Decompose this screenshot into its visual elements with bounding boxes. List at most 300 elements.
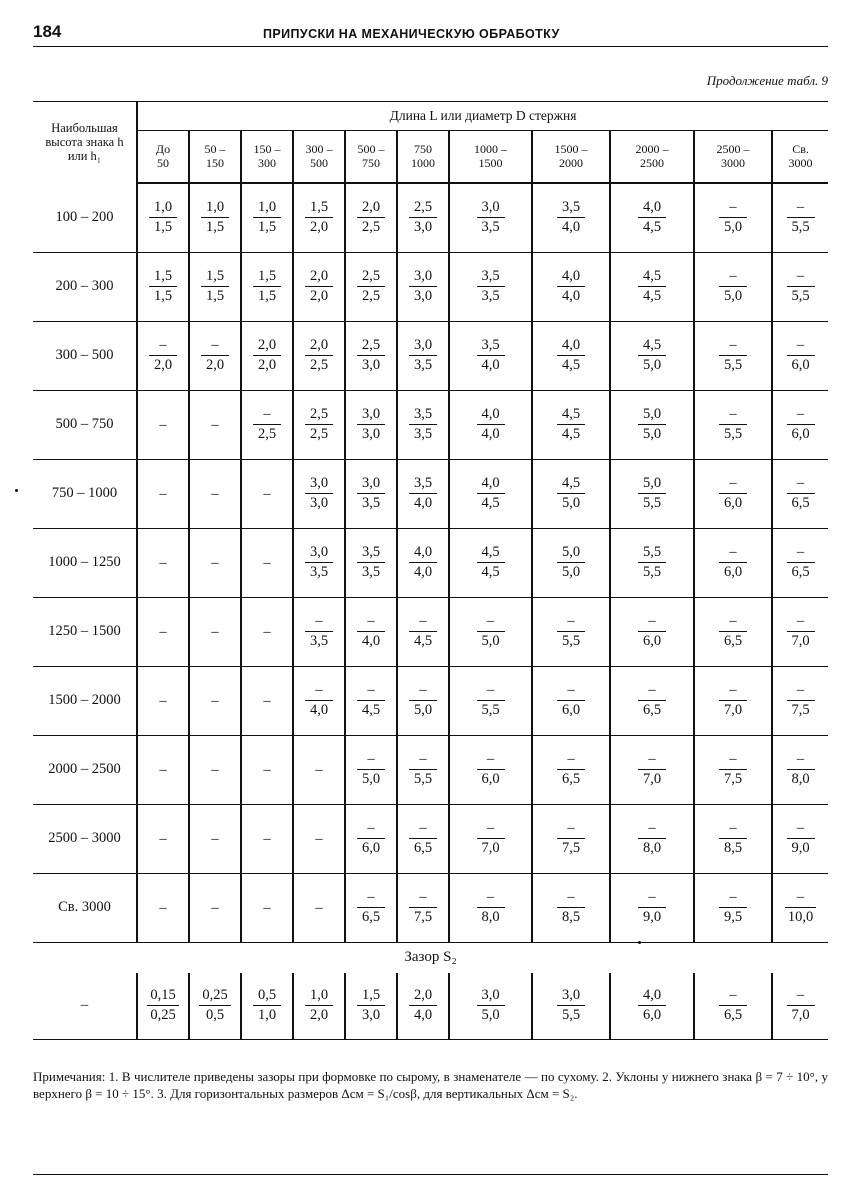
header-rule bbox=[33, 46, 828, 47]
denominator: 1,5 bbox=[257, 219, 277, 235]
table-cell bbox=[137, 735, 189, 804]
fraction bbox=[638, 889, 666, 926]
table-cell bbox=[694, 390, 772, 459]
table-cell bbox=[345, 390, 397, 459]
denominator: 5,0 bbox=[413, 702, 433, 718]
denominator: 6,5 bbox=[791, 564, 810, 580]
numerator: – bbox=[719, 820, 747, 839]
column-header: 1000 – 1500 bbox=[449, 131, 532, 183]
denominator: 7,5 bbox=[413, 909, 433, 925]
row-label: 200 – 300 bbox=[55, 278, 114, 294]
table-cell bbox=[189, 804, 241, 873]
fraction bbox=[557, 987, 585, 1024]
numerator: 3,5 bbox=[409, 475, 437, 494]
table-cell bbox=[137, 528, 189, 597]
stray-mark bbox=[15, 489, 18, 492]
fraction bbox=[477, 987, 505, 1024]
empty-value: – bbox=[211, 692, 219, 709]
table-cell bbox=[189, 183, 241, 253]
table-cell bbox=[293, 666, 345, 735]
denominator: 6,0 bbox=[791, 357, 810, 373]
numerator: 1,0 bbox=[253, 199, 281, 218]
fraction bbox=[253, 268, 281, 305]
numerator: 3,5 bbox=[557, 199, 585, 218]
table-cell bbox=[397, 735, 449, 804]
table-row bbox=[33, 666, 828, 735]
empty-value: – bbox=[159, 554, 167, 571]
running-title: ПРИПУСКИ НА МЕХАНИЧЕСКУЮ ОБРАБОТКУ bbox=[263, 27, 560, 41]
table-cell bbox=[772, 873, 828, 942]
numerator: 3,0 bbox=[557, 987, 585, 1006]
fraction bbox=[409, 199, 437, 236]
fraction bbox=[638, 475, 666, 512]
page-header bbox=[33, 22, 828, 48]
fraction bbox=[719, 199, 747, 236]
fraction bbox=[557, 268, 585, 305]
numerator: – bbox=[477, 751, 505, 770]
numerator: – bbox=[638, 751, 666, 770]
fraction bbox=[357, 544, 385, 581]
empty-value: – bbox=[159, 623, 167, 640]
denominator: 4,5 bbox=[361, 702, 381, 718]
table-cell bbox=[772, 321, 828, 390]
numerator: – bbox=[409, 613, 437, 632]
table-cell bbox=[397, 666, 449, 735]
denominator: 6,5 bbox=[413, 840, 433, 856]
table-cell bbox=[345, 873, 397, 942]
denominator: 6,5 bbox=[361, 909, 381, 925]
table-cell bbox=[241, 459, 293, 528]
row-label: 750 – 1000 bbox=[51, 485, 118, 501]
gap-cell bbox=[449, 973, 532, 1040]
table-cell bbox=[189, 666, 241, 735]
table-cell bbox=[694, 252, 772, 321]
numerator: – bbox=[785, 889, 816, 908]
denominator: 5,5 bbox=[791, 219, 810, 235]
numerator: – bbox=[719, 337, 747, 356]
fraction bbox=[409, 820, 437, 857]
numerator: – bbox=[477, 889, 505, 908]
table-cell bbox=[449, 735, 532, 804]
fraction bbox=[201, 337, 229, 374]
denominator: 6,0 bbox=[481, 771, 500, 787]
numerator: – bbox=[638, 682, 666, 701]
fraction bbox=[149, 199, 177, 236]
fraction bbox=[787, 987, 815, 1024]
fraction bbox=[305, 199, 333, 236]
empty-value: – bbox=[159, 416, 167, 433]
numerator: – bbox=[787, 987, 815, 1006]
denominator: 5,5 bbox=[561, 633, 581, 649]
table-cell bbox=[293, 873, 345, 942]
fraction bbox=[719, 544, 747, 581]
table-cell bbox=[772, 597, 828, 666]
denominator: 6,5 bbox=[791, 495, 810, 511]
table-cell bbox=[137, 459, 189, 528]
fraction bbox=[787, 337, 815, 374]
fraction bbox=[638, 544, 666, 581]
denominator: 5,0 bbox=[481, 633, 500, 649]
table-row bbox=[33, 735, 828, 804]
gap-cell bbox=[610, 973, 694, 1040]
table-row bbox=[33, 528, 828, 597]
denominator: 2,5 bbox=[309, 426, 329, 442]
denominator: 3,5 bbox=[481, 219, 500, 235]
numerator: 4,0 bbox=[557, 337, 585, 356]
fraction bbox=[357, 337, 385, 374]
fraction bbox=[357, 987, 385, 1024]
table-cell bbox=[772, 735, 828, 804]
denominator: 0,5 bbox=[205, 1007, 225, 1023]
denominator: 2,5 bbox=[309, 357, 329, 373]
column-header: 50 – 150 bbox=[189, 131, 241, 183]
table-cell bbox=[293, 321, 345, 390]
table-cell bbox=[137, 873, 189, 942]
denominator: 1,5 bbox=[153, 288, 173, 304]
table-cell bbox=[241, 873, 293, 942]
table-cell bbox=[189, 597, 241, 666]
denominator: 1,5 bbox=[205, 288, 225, 304]
fraction bbox=[787, 475, 815, 512]
denominator: 4,0 bbox=[561, 219, 581, 235]
empty-value: – bbox=[159, 761, 167, 778]
table-cell bbox=[345, 321, 397, 390]
numerator: – bbox=[557, 682, 585, 701]
table-cell bbox=[241, 804, 293, 873]
fraction bbox=[149, 337, 177, 374]
empty-value: – bbox=[211, 830, 219, 847]
denominator: 6,0 bbox=[642, 633, 662, 649]
page-number: 184 bbox=[33, 22, 62, 41]
numerator: – bbox=[638, 613, 666, 632]
fraction bbox=[409, 682, 437, 719]
denominator: 6,5 bbox=[561, 771, 581, 787]
numerator: – bbox=[305, 682, 333, 701]
table-cell bbox=[610, 321, 694, 390]
numerator: 1,5 bbox=[357, 987, 385, 1006]
notes-text: Примечания: 1. В числителе приведены зазоры при формовке по сырому, в знаменателе — по сухому. 2. Уклоны у нижнего знака β = 7 ÷ 10°, у верхнего β = 10 ÷ 15°. 3. Для горизонтальных размеров Δсм = S₁/cosβ, для вертикальных Δсм = S₂. bbox=[33, 1069, 828, 1101]
numerator: 2,5 bbox=[357, 268, 385, 287]
fraction bbox=[477, 544, 505, 581]
denominator: 4,5 bbox=[642, 219, 662, 235]
fraction bbox=[477, 406, 505, 443]
table-cell bbox=[610, 666, 694, 735]
numerator: 3,0 bbox=[357, 475, 385, 494]
empty-value: – bbox=[263, 761, 271, 778]
denominator: 3,5 bbox=[413, 426, 433, 442]
footer-rule bbox=[33, 1174, 828, 1175]
numerator: – bbox=[787, 820, 815, 839]
denominator: 0,25 bbox=[150, 1007, 176, 1023]
numerator: 4,5 bbox=[477, 544, 505, 563]
column-header: 2000 – 2500 bbox=[610, 131, 694, 183]
denominator: 5,5 bbox=[481, 702, 500, 718]
gap-cell bbox=[189, 973, 241, 1040]
denominator: 4,5 bbox=[561, 357, 581, 373]
fraction bbox=[557, 889, 585, 926]
fraction bbox=[719, 475, 747, 512]
denominator: 4,0 bbox=[413, 1007, 433, 1023]
numerator: 1,5 bbox=[149, 268, 177, 287]
fraction bbox=[557, 406, 585, 443]
fraction bbox=[787, 406, 815, 443]
table-cell bbox=[772, 666, 828, 735]
denominator: 4,0 bbox=[481, 357, 500, 373]
denominator: 6,5 bbox=[723, 1007, 743, 1023]
fraction bbox=[357, 820, 385, 857]
gap-cell bbox=[532, 973, 610, 1040]
table-cell bbox=[449, 183, 532, 253]
column-header: 1500 – 2000 bbox=[532, 131, 610, 183]
denominator: 5,0 bbox=[642, 357, 662, 373]
denominator: 8,5 bbox=[561, 909, 581, 925]
fraction bbox=[357, 751, 385, 788]
numerator: 2,5 bbox=[409, 199, 437, 218]
numerator: 3,0 bbox=[409, 268, 437, 287]
denominator: 2,0 bbox=[257, 357, 277, 373]
fraction bbox=[477, 337, 505, 374]
table-cell bbox=[694, 183, 772, 253]
fraction bbox=[787, 613, 815, 650]
table-cell bbox=[189, 252, 241, 321]
fraction bbox=[719, 268, 747, 305]
denominator: 5,5 bbox=[642, 495, 662, 511]
numerator: 4,5 bbox=[557, 475, 585, 494]
row-label: – bbox=[80, 997, 89, 1013]
table-cell bbox=[532, 597, 610, 666]
denominator: 4,0 bbox=[361, 633, 381, 649]
fraction bbox=[477, 268, 505, 305]
fraction bbox=[253, 337, 281, 374]
column-header: 2500 – 3000 bbox=[694, 131, 772, 183]
table-cell bbox=[397, 804, 449, 873]
denominator: 5,0 bbox=[723, 288, 743, 304]
numerator: 4,0 bbox=[557, 268, 585, 287]
fraction bbox=[787, 544, 815, 581]
table-row bbox=[33, 459, 828, 528]
fraction bbox=[147, 987, 178, 1024]
fraction bbox=[638, 337, 666, 374]
numerator: – bbox=[787, 613, 815, 632]
row-label: 500 – 750 bbox=[55, 416, 114, 432]
denominator: 4,0 bbox=[561, 288, 581, 304]
table-cell bbox=[241, 735, 293, 804]
fraction bbox=[305, 987, 333, 1024]
denominator: 4,5 bbox=[481, 495, 500, 511]
fraction bbox=[305, 544, 333, 581]
numerator: 2,5 bbox=[357, 337, 385, 356]
table-row bbox=[33, 873, 828, 942]
fraction bbox=[357, 682, 385, 719]
empty-value: – bbox=[159, 485, 167, 502]
table-cell bbox=[694, 597, 772, 666]
table-cell bbox=[397, 597, 449, 666]
span-header: Длина L или диаметр D стержня bbox=[137, 102, 828, 131]
gap-cell bbox=[293, 973, 345, 1040]
fraction bbox=[638, 268, 666, 305]
numerator: 3,5 bbox=[477, 337, 505, 356]
denominator: 3,5 bbox=[361, 495, 381, 511]
denominator: 5,0 bbox=[481, 1007, 500, 1023]
denominator: 2,5 bbox=[361, 219, 381, 235]
fraction bbox=[557, 199, 585, 236]
table-cell bbox=[345, 528, 397, 597]
table-cell bbox=[610, 183, 694, 253]
numerator: – bbox=[357, 682, 385, 701]
numerator: – bbox=[719, 199, 747, 218]
numerator: 0,15 bbox=[147, 987, 178, 1006]
table-cell bbox=[189, 528, 241, 597]
fraction bbox=[557, 337, 585, 374]
table-cell bbox=[532, 321, 610, 390]
row-label: 1500 – 2000 bbox=[48, 692, 121, 708]
fraction bbox=[557, 682, 585, 719]
table-cell bbox=[532, 666, 610, 735]
table-cell bbox=[694, 804, 772, 873]
denominator: 3,0 bbox=[361, 1007, 381, 1023]
row-header-text: Наибольшая высота знака h или h₁ bbox=[45, 121, 124, 164]
table-notes bbox=[33, 1068, 828, 1102]
denominator: 7,0 bbox=[723, 702, 743, 718]
denominator: 3,0 bbox=[361, 426, 381, 442]
table-cell bbox=[137, 321, 189, 390]
empty-value: – bbox=[263, 899, 271, 916]
gap-row bbox=[33, 973, 828, 1040]
table-cell bbox=[397, 183, 449, 253]
table-cell bbox=[694, 666, 772, 735]
fraction bbox=[557, 613, 585, 650]
numerator: 4,0 bbox=[638, 199, 666, 218]
fraction bbox=[149, 268, 177, 305]
numerator: – bbox=[719, 475, 747, 494]
table-row bbox=[33, 390, 828, 459]
denominator: 2,5 bbox=[257, 426, 277, 442]
table-cell bbox=[241, 528, 293, 597]
fraction bbox=[305, 406, 333, 443]
table-cell bbox=[137, 183, 189, 253]
denominator: 4,0 bbox=[413, 564, 433, 580]
numerator: 2,5 bbox=[305, 406, 333, 425]
table-cell bbox=[189, 873, 241, 942]
denominator: 5,5 bbox=[642, 564, 662, 580]
column-header: 750 1000 bbox=[397, 131, 449, 183]
numerator: – bbox=[477, 820, 505, 839]
numerator: 3,5 bbox=[409, 406, 437, 425]
denominator: 2,0 bbox=[309, 219, 329, 235]
table-cell bbox=[694, 735, 772, 804]
fraction bbox=[253, 199, 281, 236]
numerator: 4,5 bbox=[557, 406, 585, 425]
row-label: 2500 – 3000 bbox=[48, 830, 121, 846]
numerator: 1,0 bbox=[201, 199, 229, 218]
table-cell bbox=[189, 459, 241, 528]
table-cell bbox=[241, 390, 293, 459]
denominator: 3,5 bbox=[481, 288, 500, 304]
numerator: 3,0 bbox=[477, 199, 505, 218]
table-cell bbox=[397, 321, 449, 390]
numerator: 1,0 bbox=[305, 987, 333, 1006]
table-cell bbox=[345, 459, 397, 528]
gap-cell bbox=[772, 973, 828, 1040]
fraction bbox=[357, 406, 385, 443]
fraction bbox=[719, 406, 747, 443]
row-label: 100 – 200 bbox=[55, 208, 114, 225]
gap-title: Зазор S₂ bbox=[404, 949, 457, 965]
numerator: – bbox=[787, 337, 815, 356]
fraction bbox=[787, 820, 815, 857]
fraction bbox=[409, 751, 437, 788]
empty-value: – bbox=[315, 830, 323, 847]
fraction bbox=[357, 475, 385, 512]
gap-cell bbox=[694, 973, 772, 1040]
numerator: – bbox=[477, 613, 505, 632]
numerator: 3,0 bbox=[305, 475, 333, 494]
numerator: – bbox=[557, 613, 585, 632]
denominator: 1,5 bbox=[257, 288, 277, 304]
denominator: 6,5 bbox=[642, 702, 662, 718]
fraction bbox=[253, 406, 281, 443]
table-cell bbox=[345, 735, 397, 804]
table-cell bbox=[610, 735, 694, 804]
allowance-table bbox=[33, 101, 828, 1040]
denominator: 6,0 bbox=[723, 564, 743, 580]
empty-value: – bbox=[211, 899, 219, 916]
row-label: 300 – 500 bbox=[55, 347, 114, 363]
fraction bbox=[638, 613, 666, 650]
gap-cell bbox=[397, 973, 449, 1040]
fraction bbox=[199, 987, 230, 1024]
fraction bbox=[719, 889, 747, 926]
numerator: – bbox=[557, 820, 585, 839]
numerator: – bbox=[201, 337, 229, 356]
denominator: 5,5 bbox=[791, 288, 810, 304]
table-cell bbox=[532, 459, 610, 528]
fraction bbox=[357, 889, 385, 926]
table-cell bbox=[241, 597, 293, 666]
fraction bbox=[638, 199, 666, 236]
numerator: 2,0 bbox=[409, 987, 437, 1006]
table-row bbox=[33, 321, 828, 390]
gap-cell bbox=[241, 973, 293, 1040]
fraction bbox=[787, 268, 815, 305]
table-cell bbox=[293, 183, 345, 253]
denominator: 9,5 bbox=[723, 909, 743, 925]
table-cell bbox=[772, 528, 828, 597]
table-cell bbox=[397, 390, 449, 459]
numerator: 0,25 bbox=[199, 987, 230, 1006]
numerator: – bbox=[409, 751, 437, 770]
numerator: 3,5 bbox=[477, 268, 505, 287]
fraction bbox=[477, 820, 505, 857]
empty-value: – bbox=[211, 761, 219, 778]
numerator: – bbox=[557, 751, 585, 770]
empty-value: – bbox=[263, 692, 271, 709]
table-continuation-label: Продолжение табл. 9 bbox=[706, 73, 828, 88]
empty-value: – bbox=[159, 830, 167, 847]
denominator: 9,0 bbox=[642, 909, 662, 925]
numerator: – bbox=[719, 544, 747, 563]
denominator: 3,0 bbox=[309, 495, 329, 511]
table-cell bbox=[241, 183, 293, 253]
denominator: 8,5 bbox=[723, 840, 743, 856]
denominator: 2,5 bbox=[361, 288, 381, 304]
table-cell bbox=[345, 183, 397, 253]
denominator: 6,5 bbox=[723, 633, 743, 649]
empty-value: – bbox=[159, 899, 167, 916]
numerator: – bbox=[305, 613, 333, 632]
fraction bbox=[357, 268, 385, 305]
fraction bbox=[305, 268, 333, 305]
